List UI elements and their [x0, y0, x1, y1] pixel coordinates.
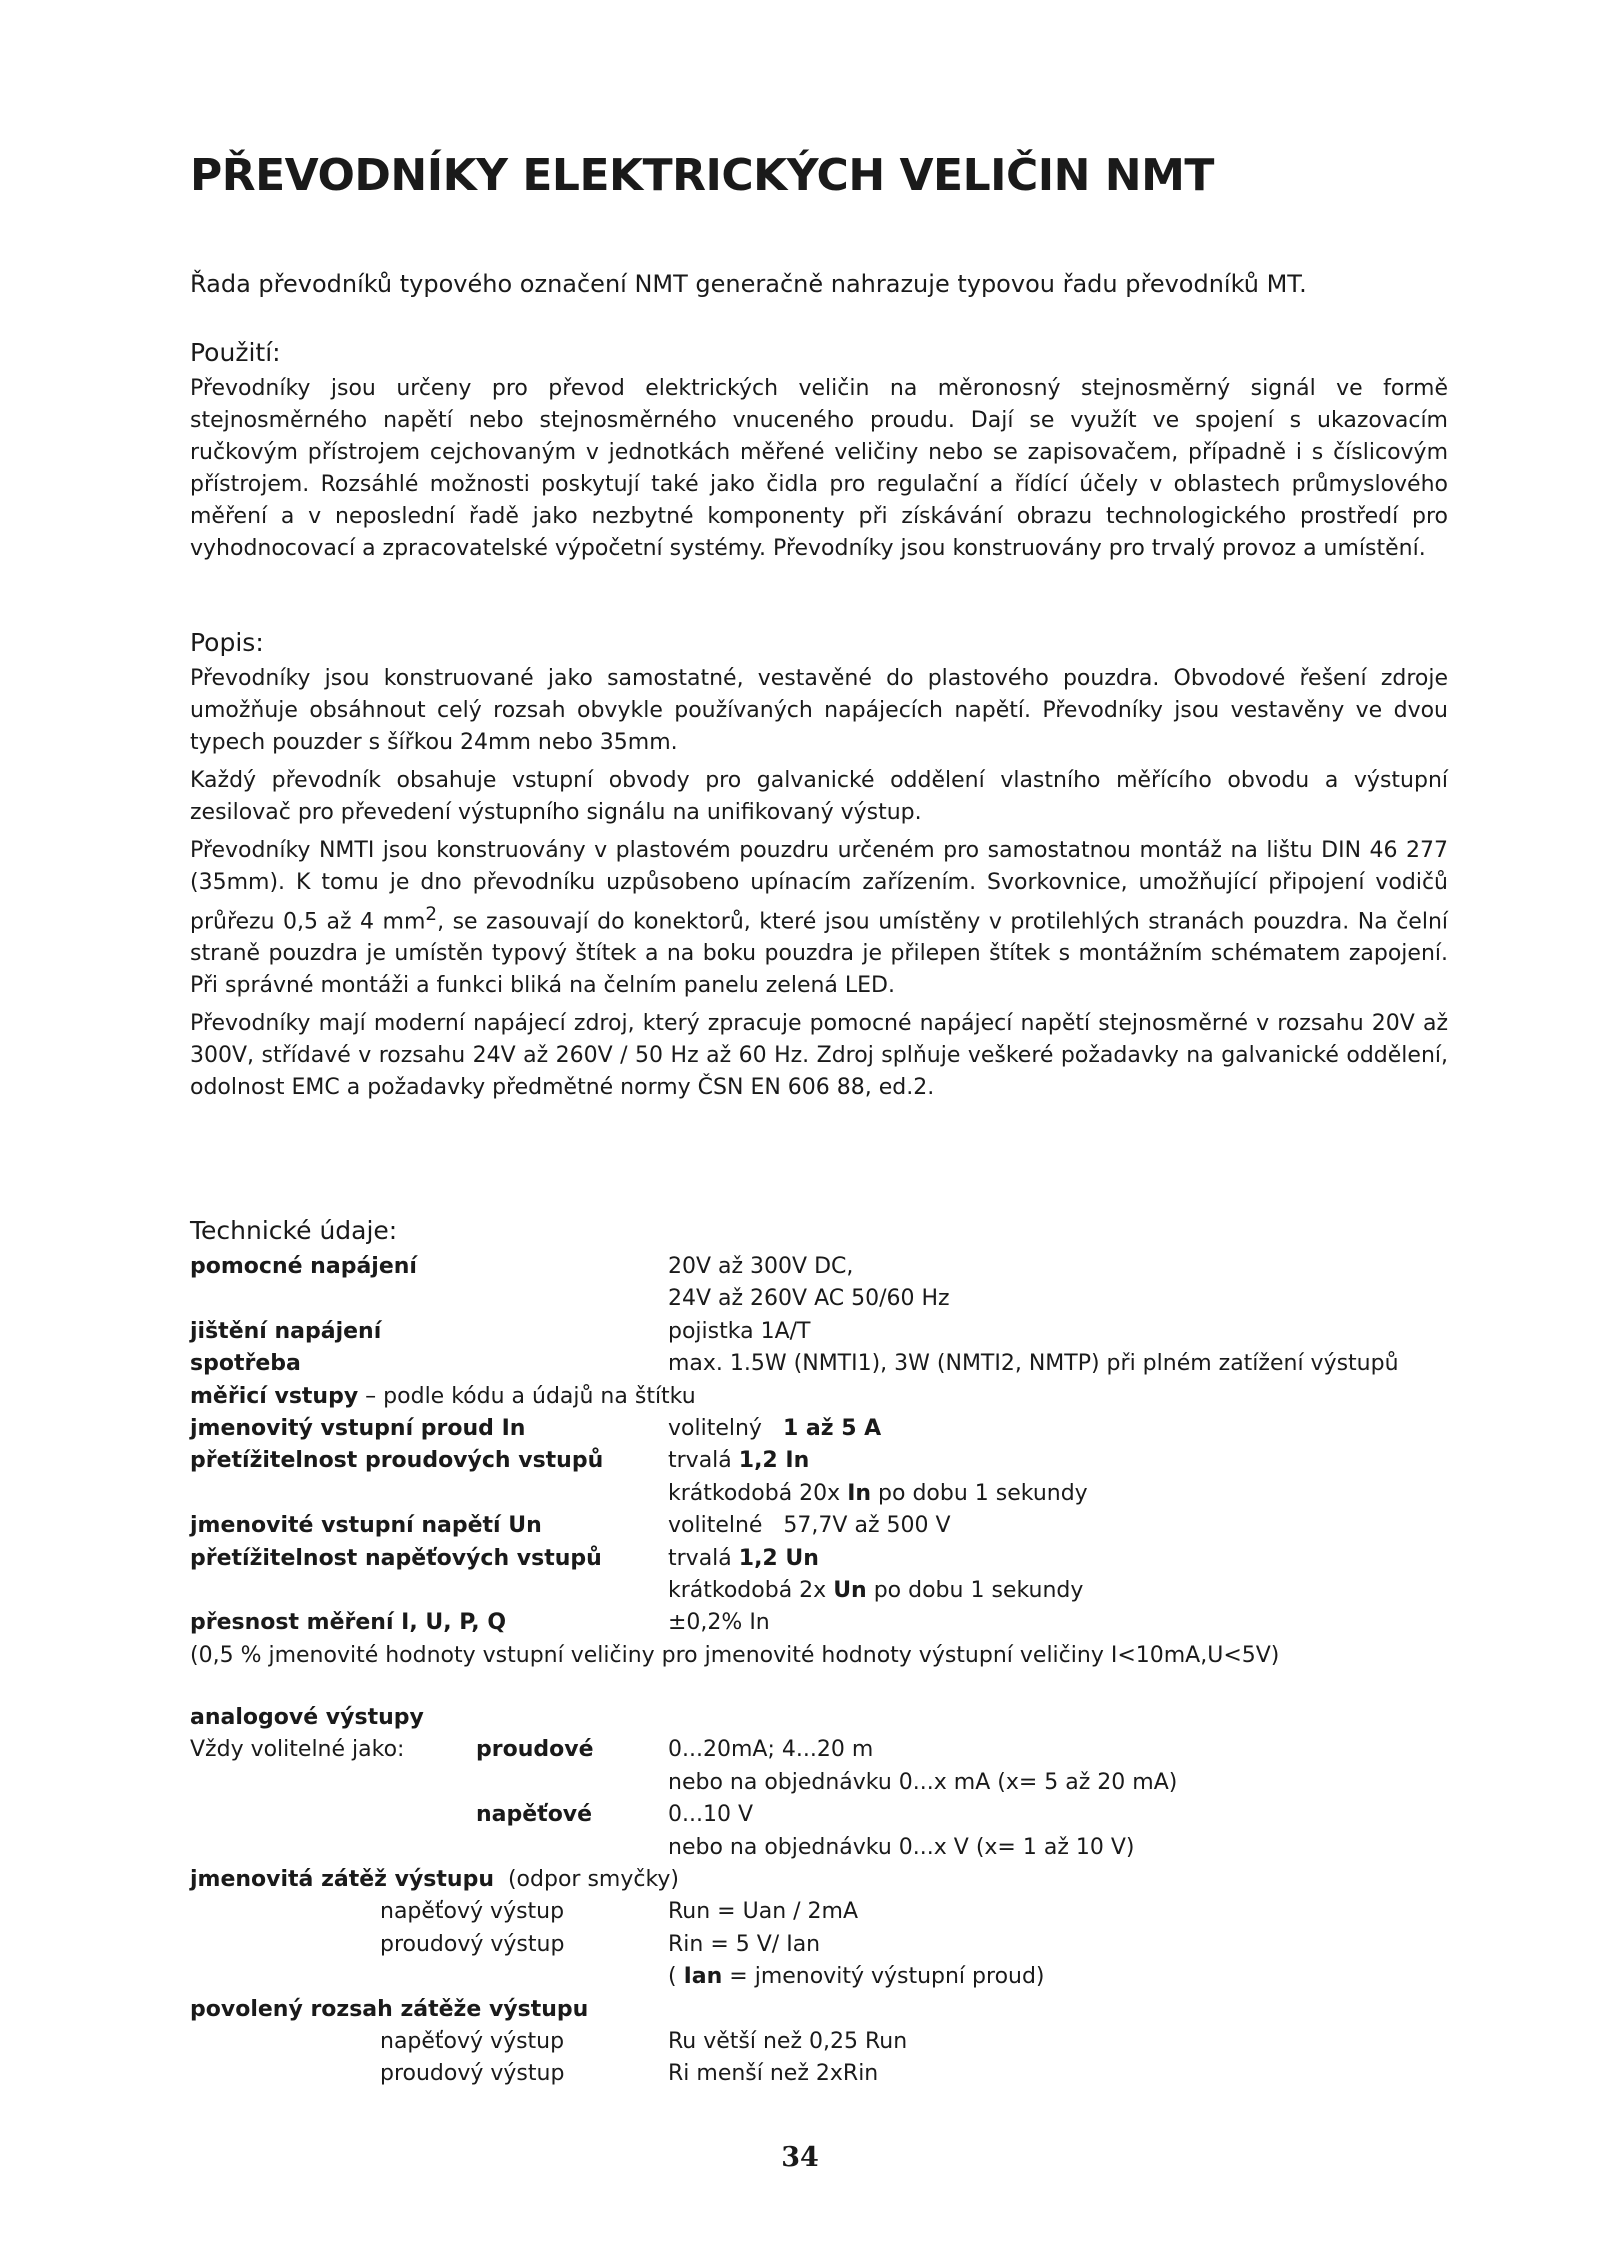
paragraph — [190, 835, 1448, 1002]
spec-row — [190, 2058, 1399, 2090]
section-heading: Popis: — [190, 628, 264, 657]
spec-row — [190, 1929, 1399, 1961]
spec-label: proudový výstup — [380, 2061, 565, 2087]
spec-label: přetížitelnost proudových vstupů — [190, 1448, 604, 1474]
spec-label: Vždy volitelné jako: — [190, 1737, 405, 1763]
spec-label: napěťový výstup — [380, 2028, 565, 2054]
spec-row — [190, 1543, 1399, 1575]
spec-row — [190, 1994, 1399, 2026]
spec-row — [190, 2026, 1399, 2058]
spec-row — [190, 1702, 1399, 1734]
spec-value: 1,2 In — [738, 1448, 810, 1474]
paragraph: Převodníky mají moderní napájecí zdroj, který zpracuje pomocné napájecí napětí stejnosměrné v rozsahu 20V až 300V, střídavé v rozsahu 24V až 260V / 50 Hz až 60 Hz. Zdroj splňuje veškeré požadavky na galvanické oddělení, odolnost EMC a požadavky předmětné normy ČSN EN 606 88, ed.2. — [190, 1011, 1448, 1101]
spec-label: napěťový výstup — [380, 1899, 565, 1925]
spec-label: napěťové — [476, 1802, 593, 1828]
spec-label: pomocné napájení — [190, 1254, 417, 1279]
page-title: PŘEVODNÍKY ELEKTRICKÝCH VELIČIN NMT — [190, 150, 1214, 201]
spec-label: jištění napájení — [190, 1318, 382, 1344]
paragraph: Každý převodník obsahuje vstupní obvody pro galvanické oddělení vlastního měřícího obvodu a výstupní zesilovač pro převedení výstupního signálu na unifikovaný výstup. — [190, 768, 1448, 825]
spec-row — [190, 1640, 1399, 1672]
spec-value: Ri menší než 2xRin — [668, 2061, 879, 2087]
spec-table — [190, 1251, 1399, 2091]
spec-value: Run = Uan / 2mA — [668, 1899, 859, 1925]
spec-row — [190, 1478, 1399, 1510]
spec-value: trvalá — [668, 1448, 739, 1474]
spec-label: povolený rozsah zátěže výstupu — [190, 1996, 589, 2022]
spec-value: trvalá — [668, 1545, 739, 1571]
spec-row — [190, 1734, 1399, 1766]
spec-row — [190, 1896, 1399, 1928]
spec-label: přetížitelnost napěťových vstupů — [190, 1545, 602, 1571]
section-pouziti — [190, 338, 1448, 565]
superscript: 2 — [425, 904, 438, 925]
spec-value: = jmenovitý výstupní proud) — [722, 1964, 1045, 1990]
spec-value: nebo na objednávku 0...x mA (x= 5 až 20 mA) — [668, 1769, 1178, 1795]
spec-value: 24V až 260V AC 50/60 Hz — [668, 1286, 950, 1312]
spec-note: (0,5 % jmenovité hodnoty vstupní veličiny pro jmenovité hodnoty výstupní veličiny I<10mA,U<5V) — [190, 1642, 1280, 1668]
spec-value: 0...20mA; 4...20 m — [668, 1737, 874, 1763]
spec-value: 0...10 V — [668, 1802, 754, 1828]
spec-value: 20V až 300V DC, — [668, 1254, 854, 1279]
paragraph-text: Převodníky NMTI jsou konstruovány v plastovém pouzdru určeném pro samostatnou montáž na lištu DIN 46 277 (35mm). K tomu je dno převodníku uzpůsobeno upínacím zařízením. Svorkovnice, umožňující připojení vodičů průřezu 0,5 až 4 mm — [190, 838, 1448, 935]
page-number: 34 — [781, 2142, 819, 2173]
spec-value: Ru větší než 0,25 Run — [668, 2028, 908, 2054]
spec-value: ±0,2% In — [668, 1610, 770, 1636]
intro-text: Řada převodníků typového označení NMT generačně nahrazuje typovou řadu převodníků MT. — [190, 270, 1307, 298]
spec-value: nebo na objednávku 0...x V (x= 1 až 10 V) — [668, 1834, 1135, 1860]
spec-value: max. 1.5W (NMTI1), 3W (NMTI2, NMTP) při plném zatížení výstupů — [668, 1351, 1399, 1377]
spec-label: jmenovitý vstupní proud In — [190, 1415, 526, 1441]
spec-row — [190, 1510, 1399, 1542]
spec-row — [190, 1316, 1399, 1348]
section-technical-data — [190, 1216, 1448, 2091]
spec-value: Un — [833, 1577, 867, 1603]
spec-label: analogové výstupy — [190, 1705, 424, 1731]
paragraph-text: , se zasouvají do konektorů, které jsou umístěny v protilehlých stranách pouzdra. Na čelní straně pouzdra je umístěn typový štítek a na boku pouzdra je přilepen štítek s montážním schématem zapojení. Při správné montáži a funkci bliká na čelním panelu zelená LED. — [190, 909, 1449, 999]
spec-value: po dobu 1 sekundy — [871, 1480, 1088, 1506]
spec-value: Rin = 5 V/ Ian — [668, 1931, 821, 1957]
paragraph: Převodníky jsou určeny pro převod elektrických veličin na měronosný stejnosměrný signál ve formě stejnosměrného napětí nebo stejnosměrného vnuceného proudu. Dají se využít ve spojení s ukazovacím ručkovým přístrojem cejchovaným v jednotkách měřené veličiny nebo se zapisovačem, případně i s číslicovým přístrojem. Rozsáhlé možnosti poskytují také jako čidla pro regulační a řídící účely v oblastech průmyslového měření a v neposlední řadě jako nezbytné komponenty při získávání obrazu technologického prostředí pro vyhodnocovací a zpracovatelské výpočetní systémy. Převodníky jsou konstruovány pro trvalý provoz a umístění. — [190, 376, 1448, 561]
spec-value: 1 až 5 A — [782, 1415, 882, 1441]
spec-value: In — [847, 1480, 872, 1506]
spec-note: (odpor smyčky) — [493, 1867, 680, 1893]
spec-value: – podle kódu a údajů na štítku — [358, 1383, 696, 1409]
spec-label: přesnost měření I, U, P, Q — [190, 1610, 507, 1636]
spec-value: pojistka 1A/T — [668, 1318, 811, 1344]
spec-row — [190, 1413, 1399, 1445]
spec-value: ( — [668, 1964, 684, 1990]
spec-row — [190, 1575, 1399, 1607]
section-heading: Použití: — [190, 338, 281, 367]
spec-label: proudové — [476, 1737, 594, 1763]
spec-label: proudový výstup — [380, 1931, 565, 1957]
spec-row — [190, 1348, 1399, 1380]
spec-value: Ian — [683, 1964, 723, 1990]
spec-label: měřicí vstupy — [190, 1383, 359, 1409]
spec-row — [190, 1381, 1399, 1413]
spec-row — [190, 1445, 1399, 1477]
spec-label: jmenovitá zátěž výstupu — [190, 1867, 494, 1893]
spec-label: spotřeba — [190, 1351, 301, 1377]
spec-value: volitelné 57,7V až 500 V — [668, 1513, 951, 1539]
spec-row — [190, 1283, 1399, 1315]
spec-row — [190, 1607, 1399, 1639]
spec-row — [190, 1864, 1399, 1896]
paragraph: Převodníky jsou konstruované jako samostatné, vestavěné do plastového pouzdra. Obvodové řešení zdroje umožňuje obsáhnout celý rozsah obvykle používaných napájecích napětí. Převodníky jsou vestavěny ve dvou typech pouzder s šířkou 24mm nebo 35mm. — [190, 666, 1448, 755]
spec-row — [190, 1251, 1399, 1283]
section-popis — [190, 628, 1448, 1104]
spec-value: po dobu 1 sekundy — [866, 1577, 1084, 1603]
spec-value: krátkodobá 20x — [668, 1480, 848, 1506]
section-heading: Technické údaje: — [190, 1216, 398, 1245]
spec-row — [190, 1767, 1399, 1799]
spec-row — [190, 1832, 1399, 1864]
spec-value: volitelný — [668, 1415, 762, 1441]
spec-row — [190, 1799, 1399, 1831]
spec-row — [190, 1961, 1399, 1993]
spec-value: 1,2 Un — [738, 1545, 819, 1571]
spec-value: krátkodobá 2x — [668, 1577, 834, 1603]
spec-label: jmenovité vstupní napětí Un — [190, 1513, 542, 1539]
